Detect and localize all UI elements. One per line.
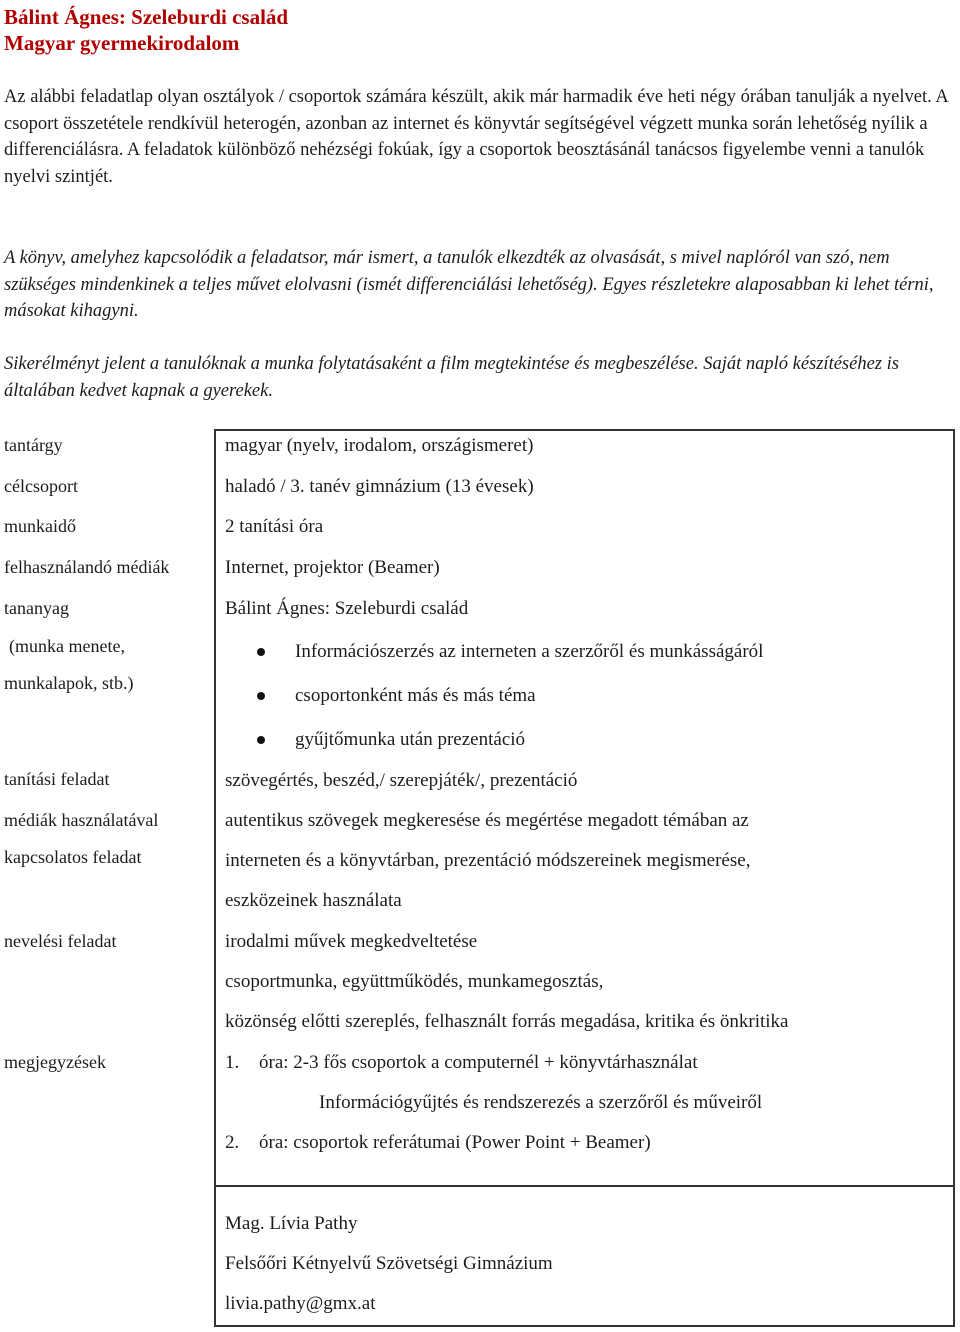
value-subject: magyar (nyelv, irodalom, országismeret) xyxy=(225,435,534,456)
author-email[interactable]: livia.pathy@gmx.at xyxy=(225,1293,376,1314)
intro-paragraph-2: A könyv, amelyhez kapcsolódik a feladatsor, már ismert, a tanulók elkezdték az olvasását, s mivel naplóról van szó, nem szükséges mindenkinek a teljes művet elolvasni (ismét differenciálási lehetőség). Egyes részletekre alaposabban ki lehet térni, másokat kihagyni. xyxy=(4,248,934,321)
value-education-line-1: irodalmi művek megkedveltetése xyxy=(225,931,478,952)
label-notes: megjegyzések xyxy=(4,1052,106,1072)
value-education-line-2: csoportmunka, együttműködés, munkamegosztás, xyxy=(225,971,604,992)
author-school: Felsőőri Kétnyelvű Szövetségi Gimnázium xyxy=(225,1253,553,1274)
document-title: Bálint Ágnes: Szeleburdi család xyxy=(4,5,289,29)
note-number-2: 2. xyxy=(225,1132,240,1153)
note-number-1: 1. xyxy=(225,1052,240,1073)
material-bullet-2: csoportonként más és más téma xyxy=(295,685,536,706)
label-media: felhasználandó médiák xyxy=(4,557,170,577)
material-bullet-3: gyűjtőmunka után prezentáció xyxy=(295,729,526,750)
value-media-task-line-3: eszközeinek használata xyxy=(225,890,402,911)
label-media-task-2: kapcsolatos feladat xyxy=(4,847,142,867)
label-material-sub-2: munkalapok, stb.) xyxy=(4,673,134,693)
box-divider xyxy=(214,1185,955,1187)
label-education-task: nevelési feladat xyxy=(4,931,117,951)
label-material: tananyag xyxy=(4,598,69,618)
value-teaching-task: szövegértés, beszéd,/ szerepjáték/, prezentáció xyxy=(225,770,578,791)
label-subject: tantárgy xyxy=(4,435,63,455)
label-duration: munkaidő xyxy=(4,516,76,536)
value-media-task-line-2: interneten és a könyvtárban, prezentáció módszereinek megismerése, xyxy=(225,850,751,871)
document-subtitle: Magyar gyermekirodalom xyxy=(4,31,240,55)
intro-paragraph-3: Sikerélményt jelent a tanulóknak a munka folytatásaként a film megtekintése és megbeszélése. Saját napló készítéséhez is általában kedvet kapnak a gyerekek. xyxy=(4,354,899,401)
note-text-2: óra: csoportok referátumai (Power Point + Beamer) xyxy=(259,1132,651,1153)
value-education-line-3: közönség előtti szereplés, felhasznált forrás megadása, kritika és önkritika xyxy=(225,1011,789,1032)
bullet-icon xyxy=(257,692,265,700)
label-material-sub-1: (munka menete, xyxy=(9,636,125,656)
label-teaching-task: tanítási feladat xyxy=(4,769,110,789)
value-target-group: haladó / 3. tanév gimnázium (13 évesek) xyxy=(225,476,534,497)
note-text-1b: Információgyűjtés és rendszerezés a szerzőről és műveiről xyxy=(319,1092,763,1113)
material-bullet-1: Információszerzés az interneten a szerzőről és munkásságáról xyxy=(295,641,764,662)
value-duration: 2 tanítási óra xyxy=(225,516,324,537)
author-name: Mag. Lívia Pathy xyxy=(225,1213,358,1234)
label-target-group: célcsoport xyxy=(4,476,78,496)
value-media: Internet, projektor (Beamer) xyxy=(225,557,440,578)
value-media-task-line-1: autentikus szövegek megkeresése és megértése megadott témában az xyxy=(225,810,749,831)
intro-paragraph-1: Az alábbi feladatlap olyan osztályok / csoportok számára készült, akik már harmadik éve heti négy órában tanulják a nyelvet. A csoport összetétele rendkívül heterogén, azonban az internet és könyvtár segítségével végzett munka során lehetőség nyílik a differenciálásra. A feladatok különböző nehézségi fokúak, így a csoportok beosztásánál tanácsos figyelembe venni a tanulók nyelvi szintjét. xyxy=(4,87,948,187)
value-material-title: Bálint Ágnes: Szeleburdi család xyxy=(225,598,469,619)
note-text-1: óra: 2-3 fős csoportok a computernél + könyvtárhasználat xyxy=(259,1052,698,1073)
bullet-icon xyxy=(257,736,265,744)
bullet-icon xyxy=(257,648,265,656)
label-media-task-1: médiák használatával xyxy=(4,810,159,830)
